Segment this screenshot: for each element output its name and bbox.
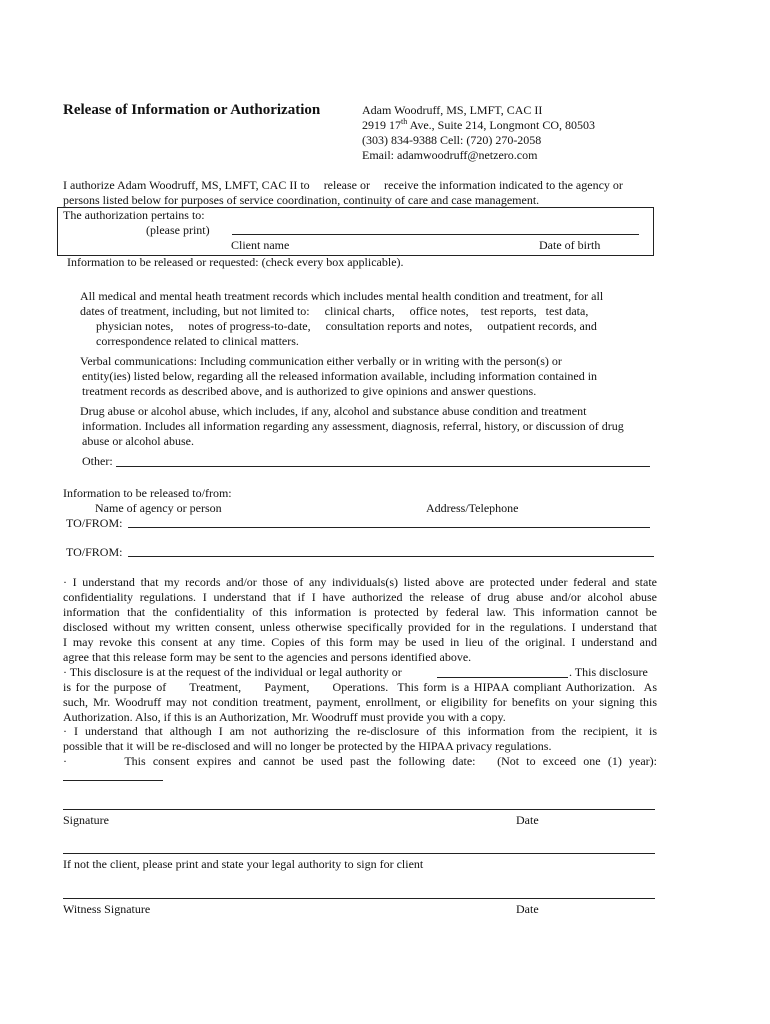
terms-line-6: agree that this release form may be sent to the agencies and persons identified above. (63, 650, 472, 664)
to-from-label-1: TO/FROM: (66, 516, 123, 530)
to-from-label-2: TO/FROM: (66, 545, 123, 559)
pertains-label: The authorization pertains to: (63, 208, 205, 222)
witness-signature-label: Witness Signature (63, 902, 151, 916)
expiry-date-field[interactable] (63, 780, 163, 781)
release-option[interactable]: release or (323, 178, 370, 192)
legal-authority-label: If not the client, please print and state your legal authority to sign for client (63, 857, 424, 871)
authorize-line-1 (63, 178, 623, 193)
please-print-label: (please print) (146, 223, 210, 237)
receive-option[interactable]: receive the information indicated to the agency or (384, 178, 623, 192)
dob-label: Date of birth (539, 238, 601, 252)
date-label-2: Date (516, 902, 539, 916)
authorize-text: I authorize Adam Woodruff, MS, LMFT, CAC II to (63, 178, 310, 192)
legal-authority-field[interactable] (437, 677, 568, 678)
terms-line-1: · I understand that my records and/or those of any individuals(s) listed above are protected under federal and state (63, 575, 657, 589)
address-telephone-label: Address/Telephone (426, 501, 519, 515)
release-to-heading: Information to be released to/from: (63, 486, 232, 500)
provider-address-city: Ave., Suite 214, Longmont CO, 80503 (407, 118, 596, 132)
medical-records-line-2: dates of treatment, including, but not limited to: clinical charts, office notes, test reports, test data, (80, 304, 589, 318)
authorize-line-2: persons listed below for purposes of service coordination, continuity of care and case management. (63, 193, 540, 207)
provider-address-street: 2919 17 (362, 118, 401, 132)
info-heading: Information to be released or requested: (check every box applicable). (67, 255, 404, 269)
date-label-1: Date (516, 813, 539, 827)
terms-line-9: such, Mr. Woodruff may not condition treatment, payment, enrollment, or eligibility for benefits on your signing this (63, 695, 657, 709)
verbal-line-2: entity(ies) listed below, regarding all the released information available, including information contained in (82, 369, 598, 383)
to-from-field-2[interactable] (128, 556, 654, 557)
signature-field[interactable] (63, 809, 655, 810)
provider-address (362, 118, 595, 133)
medical-records-line-4: correspondence related to clinical matters. (96, 334, 299, 348)
terms-line-11: · I understand that although I am not authorizing the re-disclosure of this information from the recipient, it is (63, 724, 657, 738)
other-field[interactable] (116, 466, 650, 467)
terms-line-10: Authorization. Also, if this is an Authorization, Mr. Woodruff must provide you with a copy. (63, 710, 506, 724)
terms-line-3: information that the confidentiality of this information is protected by federal law. This information cannot be (63, 605, 657, 619)
drug-alcohol-option[interactable]: Drug abuse or alcohol abuse, which includes, if any, alcohol and substance abuse condition and treatment (80, 404, 587, 418)
terms-line-5: I may revoke this consent at any time. Copies of this form may be used in lieu of the original. I understand and (63, 635, 657, 649)
medical-records-line-3: physician notes, notes of progress-to-date, consultation reports and notes, outpatient records, and (96, 319, 597, 333)
to-from-field-1[interactable] (128, 527, 650, 528)
terms-line-12: possible that it will be re-disclosed and will no longer be protected by the HIPAA privacy regulations. (63, 739, 552, 753)
client-name-field[interactable] (232, 234, 639, 235)
verbal-line-3: treatment records as described above, and is authorized to give opinions and answer questions. (82, 384, 537, 398)
terms-line-13: · This consent expires and cannot be used past the following date: (Not to exceed one (1) year): (63, 754, 657, 768)
terms-line-2: confidentiality regulations. I understand that if I have authorized the release of drug abuse and/or alcohol abuse (63, 590, 657, 604)
agency-name-label: Name of agency or person (95, 501, 222, 515)
other-option[interactable]: Other: (82, 454, 113, 468)
legal-authority-signature-field[interactable] (63, 853, 655, 854)
verbal-communications-option[interactable]: Verbal communications: Including communication either verbally or in writing with the person(s) or (80, 354, 562, 368)
drug-line-3: abuse or alcohol abuse. (82, 434, 194, 448)
terms-line-7a: · This disclosure is at the request of the individual or legal authority or (63, 665, 402, 679)
provider-address-suffix: th (401, 117, 408, 126)
provider-phone: (303) 834-9388 Cell: (720) 270-2058 (362, 133, 542, 147)
form-title: Release of Information or Authorization (63, 102, 321, 118)
terms-line-8: is for the purpose of Treatment, Payment, Operations. This form is a HIPAA compliant Authorization. As (63, 680, 657, 694)
provider-name: Adam Woodruff, MS, LMFT, CAC II (362, 103, 543, 117)
drug-line-2: information. Includes all information regarding any assessment, diagnosis, referral, history, or discussion of drug (82, 419, 624, 433)
terms-line-7b: . This disclosure (569, 665, 648, 679)
provider-email: Email: adamwoodruff@netzero.com (362, 148, 538, 162)
witness-signature-field[interactable] (63, 898, 655, 899)
client-name-label: Client name (231, 238, 290, 252)
medical-records-option[interactable]: All medical and mental heath treatment records which includes mental health condition and treatment, for all (80, 289, 604, 303)
terms-line-4: disclosed without my written consent, unless otherwise specifically provided for in the regulations. I understand that (63, 620, 657, 634)
signature-label: Signature (63, 813, 109, 827)
